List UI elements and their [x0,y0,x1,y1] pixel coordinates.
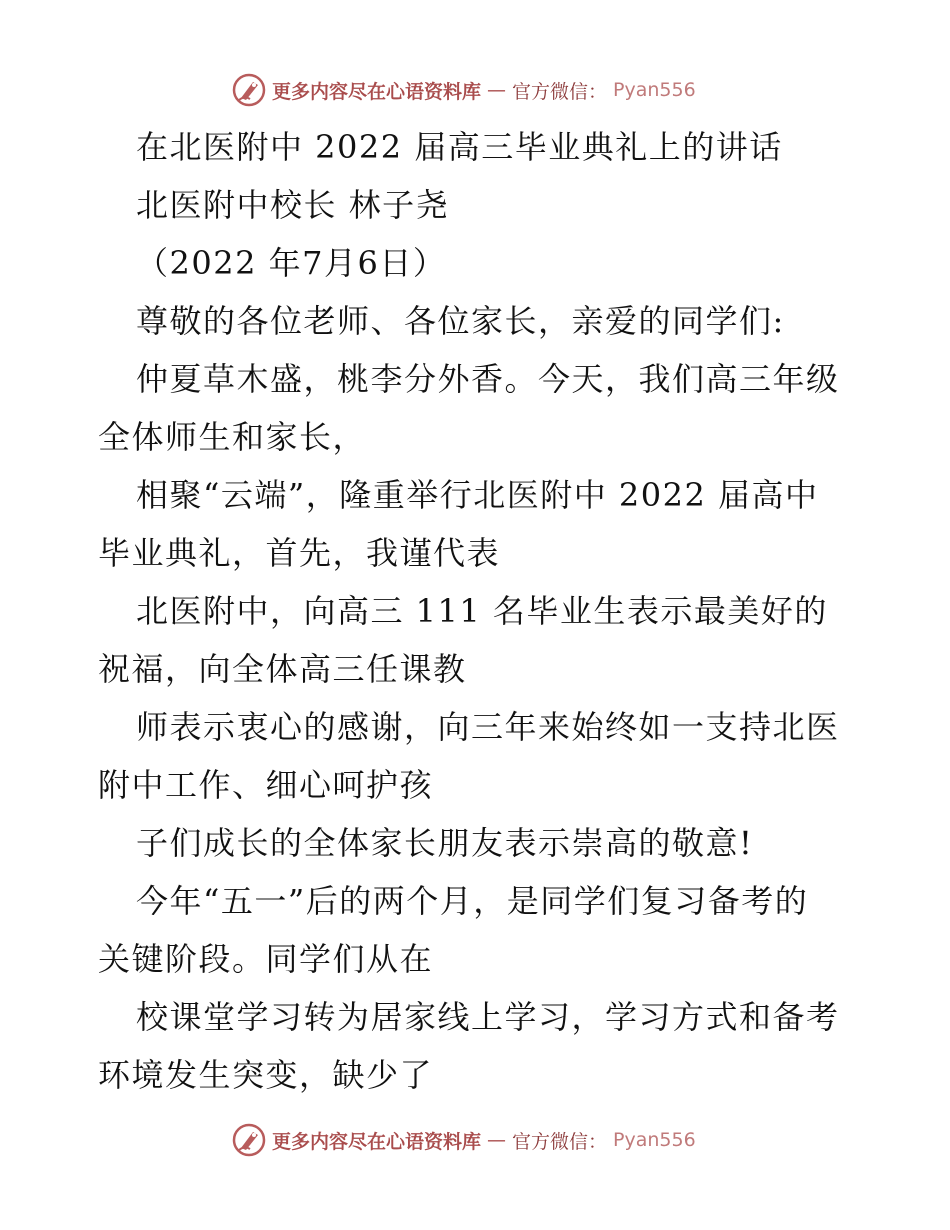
date-line: （2022 年7月6日） [136,244,447,282]
body-line: 祝福，向全体高三任课教 [98,650,467,688]
body-line: 全体师生和家长， [98,418,367,456]
watermark-wechat-handle: Pyan556 [613,79,696,101]
watermark-text: 更多内容尽在心语资料库 [272,80,482,103]
watermark-text: 更多内容尽在心语资料库 [272,1130,482,1153]
body-line: 环境发生突变，缺少了 [98,1056,434,1094]
watermark-wechat-label: 官方微信： [512,80,608,103]
speaker-line: 北医附中校长 林子尧 [136,186,450,224]
watermark-wechat-label: 官方微信： [512,1130,608,1153]
body-line: 仲夏草木盛，桃李分外香。今天，我们高三年级 [136,360,840,398]
body-line: 北医附中，向高三 111 名毕业生表示最美好的 [136,592,828,630]
watermark-footer [232,1122,696,1158]
body-line: 附中工作、细心呵护孩 [98,766,434,804]
watermark-separator: — [487,1129,507,1151]
salutation-line: 尊敬的各位老师、各位家长，亲爱的同学们: [136,302,785,340]
pen-nib-logo-icon [232,1123,266,1157]
body-line: 今年“五一”后的两个月，是同学们复习备考的 [136,882,809,920]
pen-nib-logo-icon [232,73,266,107]
watermark-header [232,72,696,108]
body-line: 相聚“云端”，隆重举行北医附中 2022 届高中 [136,476,819,514]
speech-body [98,118,858,1104]
watermark-separator: — [487,79,507,101]
body-line: 毕业典礼，首先，我谨代表 [98,534,501,572]
body-line: 师表示衷心的感谢，向三年来始终如一支持北医 [136,708,840,746]
body-line: 关键阶段。同学们从在 [98,940,434,978]
body-line: 子们成长的全体家长朋友表示崇高的敬意! [136,824,754,862]
watermark-wechat-handle: Pyan556 [613,1129,696,1151]
body-line: 校课堂学习转为居家线上学习，学习方式和备考 [136,998,840,1036]
speech-title: 在北医附中 2022 届高三毕业典礼上的讲话 [136,128,783,166]
